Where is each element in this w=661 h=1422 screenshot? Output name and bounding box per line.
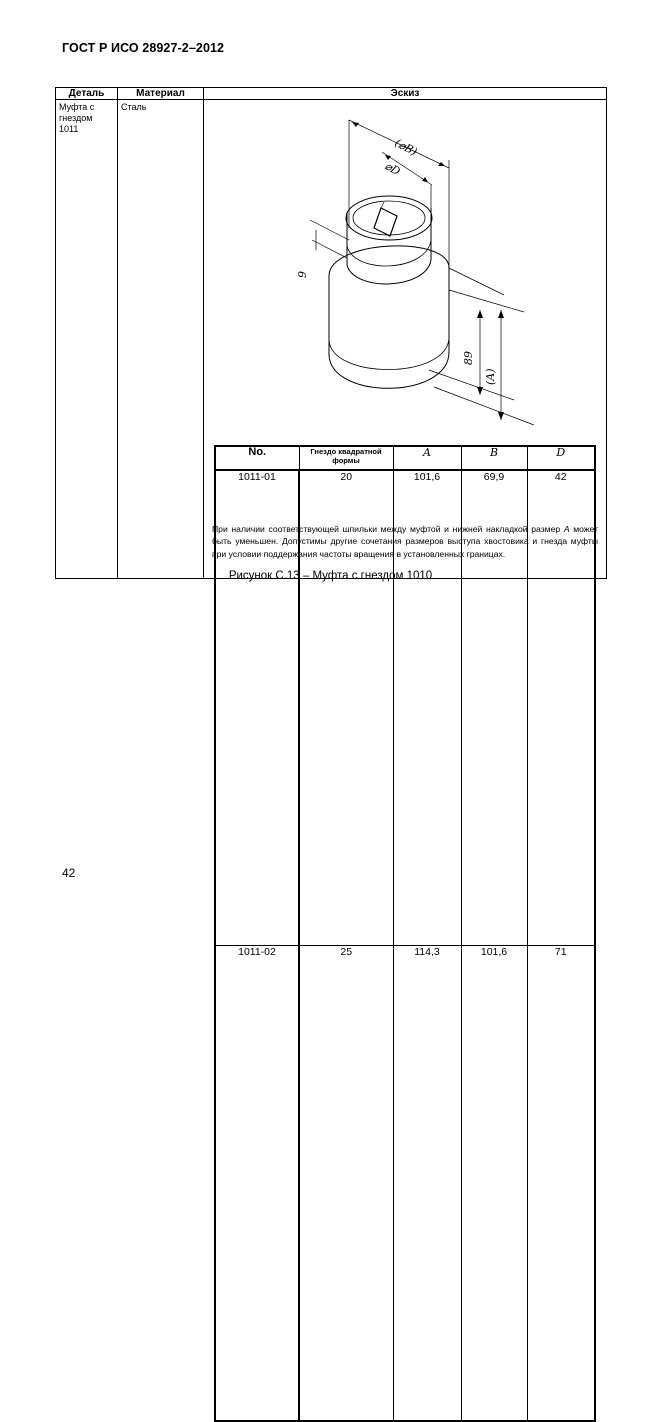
material-cell	[118, 100, 204, 579]
part-name-cell	[56, 100, 118, 579]
figure-caption: Рисунок С.13 – Муфта с гнездом 1010	[228, 570, 433, 582]
note-text	[212, 523, 598, 560]
dim-cell-no: 1011-01	[215, 470, 299, 946]
dim-cell-d: 42	[527, 470, 595, 946]
dim-cell-b: 101,6	[461, 946, 527, 1422]
dimension-table	[214, 445, 596, 1422]
dim-cell-a: 114,3	[393, 946, 461, 1422]
dimension-label-dia-d: ⌀D	[382, 159, 403, 179]
sketch-cell	[204, 100, 607, 958]
part-name: Муфта с гнездом 1011	[59, 102, 95, 134]
dimension-label-a: (A)	[484, 368, 497, 385]
dim-cell-b: 69,9	[461, 470, 527, 946]
note-italic: A	[563, 524, 570, 534]
table-row	[215, 946, 595, 1422]
dim-cell-a: 101,6	[393, 470, 461, 946]
dim-cell-socket: 25	[299, 946, 393, 1422]
page-number: 42	[62, 866, 76, 880]
dimension-label-dia-b: (⌀B)	[392, 136, 420, 159]
column-header-sketch: Эскиз	[204, 88, 607, 100]
column-header-part: Деталь	[56, 88, 118, 100]
dim-header-b: B	[461, 446, 527, 470]
document-header: ГОСТ Р ИСО 28927-2–2012	[62, 41, 225, 55]
dimension-label-89: 89	[462, 351, 475, 365]
dim-cell-socket: 20	[299, 470, 393, 946]
dim-header-d: D	[527, 446, 595, 470]
material-name: Сталь	[121, 102, 147, 112]
dim-cell-no: 1011-02	[215, 946, 299, 1422]
main-table	[55, 87, 607, 958]
coupling-sketch	[204, 100, 607, 440]
column-header-material: Материал	[118, 88, 204, 100]
dimension-label-9: 9	[296, 271, 309, 278]
note-part-2: может быть уменьшен. Допустимы другие сочетания размеров выступа хвостовика и гнезда муфты при условии поддержания частоты вращения в установленных границах.	[212, 524, 598, 559]
dim-cell-d: 71	[527, 946, 595, 1422]
dim-header-socket: Гнездо квадратной формы	[299, 446, 393, 470]
note-part-1: При наличии соответствующей шпильки между муфтой и нижней накладкой размер	[212, 524, 564, 534]
dim-header-no: No.	[215, 446, 299, 470]
dim-header-a: A	[393, 446, 461, 470]
